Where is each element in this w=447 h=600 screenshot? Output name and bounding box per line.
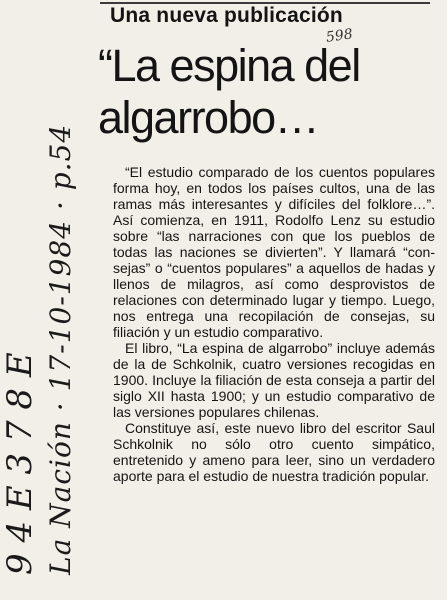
handwritten-source-note: La Nación · 17-10-1984 · p.54 bbox=[43, 123, 77, 575]
article-paragraph: “El estudio comparado de los cuentos populares forma hoy, en todos los países cultos, una de las ramas más interesantes y difíciles del folklore…”. Así comienza, en 1911, Rodolfo Lenz su estudio sobre “las narraciones con que los pueblos de todas las naciones se divierten”. Y llamará “consejas” o “cuentos populares” a aquellos de hadas y llenos de milagros, así como desprovistos de relaciones con determinado lugar y tiempo. Luego, nos entrega una recopilación de consejas, su filiación y un estudio comparativo. bbox=[113, 164, 435, 340]
article-paragraph: El libro, “La espina de algarrobo” incluye además de la de Schkolnik, cuatro versiones recogidas en 1900. Incluye la filiación de esta conseja a partir del siglo XII hasta 1900; y un estudio comparativo de las versiones populares chilenas. bbox=[113, 340, 435, 420]
kicker-title: Una nueva publicación bbox=[110, 4, 343, 27]
handwritten-code-note: 9 4 E 3 7 8 E bbox=[0, 352, 40, 575]
headline bbox=[98, 40, 443, 144]
headline-line-2: algarrobo… bbox=[98, 92, 319, 143]
headline-line-1: “La espina del bbox=[98, 40, 360, 91]
reference-mark: 598 bbox=[325, 26, 354, 46]
article-paragraph: Constituye así, este nuevo libro del escritor Saul Schkolnik no sólo otro cuento simpático, entretenido y ameno para leer, sino un verdadero aporte para el estudio de nuestra tradición popular. bbox=[113, 420, 435, 484]
article-body bbox=[113, 164, 435, 484]
